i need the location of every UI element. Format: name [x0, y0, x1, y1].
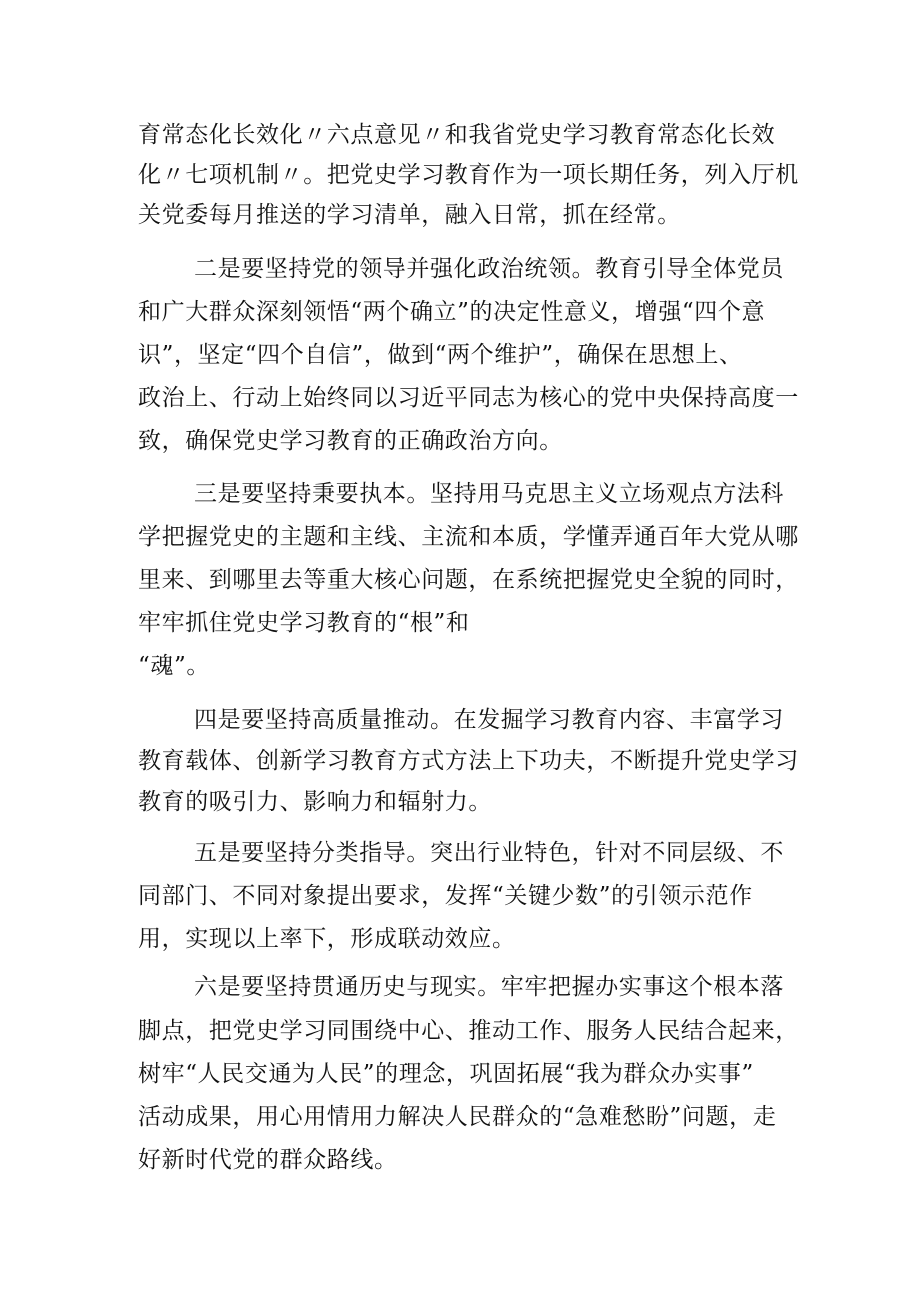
- paragraph-line: 育常态化长效化〃六点意见〃和我省党史学习教育常态化长效: [138, 122, 776, 148]
- paragraph-line: 里来、到哪里去等重大核心问题，在系统把握党史全貌的同时，: [138, 567, 799, 593]
- paragraph-line: 识”，坚定“四个自信”，做到“两个维护”，确保在思想上、: [138, 342, 743, 368]
- paragraph-line: 五是要坚持分类指导。突出行业特色，针对不同层级、不: [194, 840, 784, 866]
- paragraph-line: 四是要坚持高质量推动。在发掘学习教育内容、丰富学习: [194, 707, 784, 733]
- paragraph-line: 三是要坚持秉要执本。坚持用马克思主义立场观点方法科: [194, 481, 784, 507]
- paragraph-line: 政治上、行动上始终同以习近平同志为核心的党中央保持高度一: [138, 385, 799, 411]
- paragraph-line: 和广大群众深刻领悟“两个确立”的决定性意义，增强“四个意: [138, 299, 766, 325]
- paragraph-line: 脚点，把党史学习同围绕中心、推动工作、服务人民结合起来，: [138, 1018, 799, 1044]
- paragraph-line: 活动成果，用心用情用力解决人民群众的“急难愁盼”问题，走: [138, 1104, 777, 1130]
- paragraph-line: 致，确保党史学习教育的正确政治方向。: [138, 428, 563, 454]
- paragraph-line: 学把握党史的主题和主线、主流和本质，学懂弄通百年大党从哪: [138, 524, 799, 550]
- paragraph-line: 同部门、不同对象提出要求，发挥“关键少数”的引领示范作: [138, 883, 753, 909]
- paragraph-line: 关党委每月推送的学习清单，融入日常，抓在经常。: [138, 202, 681, 228]
- paragraph-line: 用，实现以上率下，形成联动效应。: [138, 926, 516, 952]
- paragraph-line: 牢牢抓住党史学习教育的“根”和: [138, 610, 470, 636]
- paragraph-line: “魂”。: [138, 653, 210, 679]
- paragraph-line: 二是要坚持党的领导并强化政治统领。教育引导全体党员: [194, 256, 784, 282]
- paragraph-line: 好新时代党的群众路线。: [138, 1147, 398, 1173]
- paragraph-line: 六是要坚持贯通历史与现实。牢牢把握办实事这个根本落: [194, 974, 784, 1000]
- paragraph-line: 化〃七项机制〃。把党史学习教育作为一项长期任务，列入厅机: [138, 162, 799, 188]
- paragraph-line: 树牢“人民交通为人民”的理念，巩固拓展“我为群众办实事”: [138, 1061, 754, 1087]
- paragraph-line: 教育载体、创新学习教育方式方法上下功夫，不断提升党史学习: [138, 748, 799, 774]
- paragraph-line: 教育的吸引力、影响力和辐射力。: [138, 789, 492, 815]
